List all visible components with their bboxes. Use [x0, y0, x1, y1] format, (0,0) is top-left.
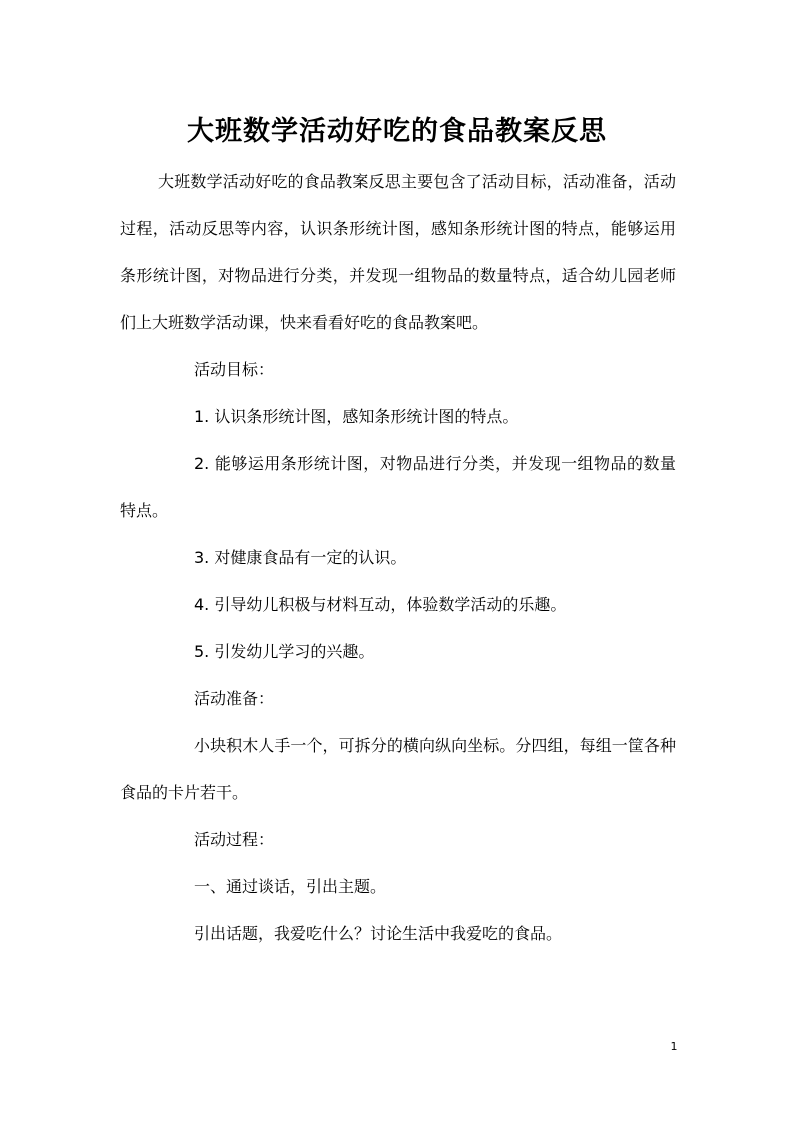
process-paragraph: 引出话题，我爱吃什么？讨论生活中我爱吃的食品。 — [194, 924, 563, 943]
section-heading-preparation: 活动准备： — [194, 689, 275, 708]
goal-item: 3. 对健康食品有一定的认识。 — [194, 548, 407, 567]
process-step-heading: 一、通过谈话，引出主题。 — [194, 877, 387, 896]
section-heading-process: 活动过程： — [194, 830, 275, 849]
intro-paragraph: 大班数学活动好吃的食品教案反思主要包含了活动目标，活动准备，活动过程，活动反思等内容，认识条形统计图，感知条形统计图的特点，能够运用条形统计图，对物品进行分类，并发现一组物品的数量特点，适合幼儿园老师们上大班数学活动课，快来看看好吃的食品教案吧。 — [120, 172, 676, 332]
document-body — [120, 158, 676, 957]
document-title: 大班数学活动好吃的食品教案反思 — [187, 116, 607, 148]
goal-item: 1. 认识条形统计图，感知条形统计图的特点。 — [194, 407, 519, 426]
goal-item: 5. 引发幼儿学习的兴趣。 — [194, 642, 375, 661]
section-heading-goals: 活动目标： — [194, 360, 275, 379]
preparation-paragraph: 小块积木人手一个，可拆分的横向纵向坐标。分四组，每组一筐各种食品的卡片若干。 — [120, 736, 676, 802]
page-number: 1 — [670, 1040, 678, 1053]
goal-item: 4. 引导幼儿积极与材料互动，体验数学活动的乐趣。 — [194, 595, 567, 614]
goal-item: 2. 能够运用条形统计图，对物品进行分类，并发现一组物品的数量特点。 — [120, 454, 676, 520]
